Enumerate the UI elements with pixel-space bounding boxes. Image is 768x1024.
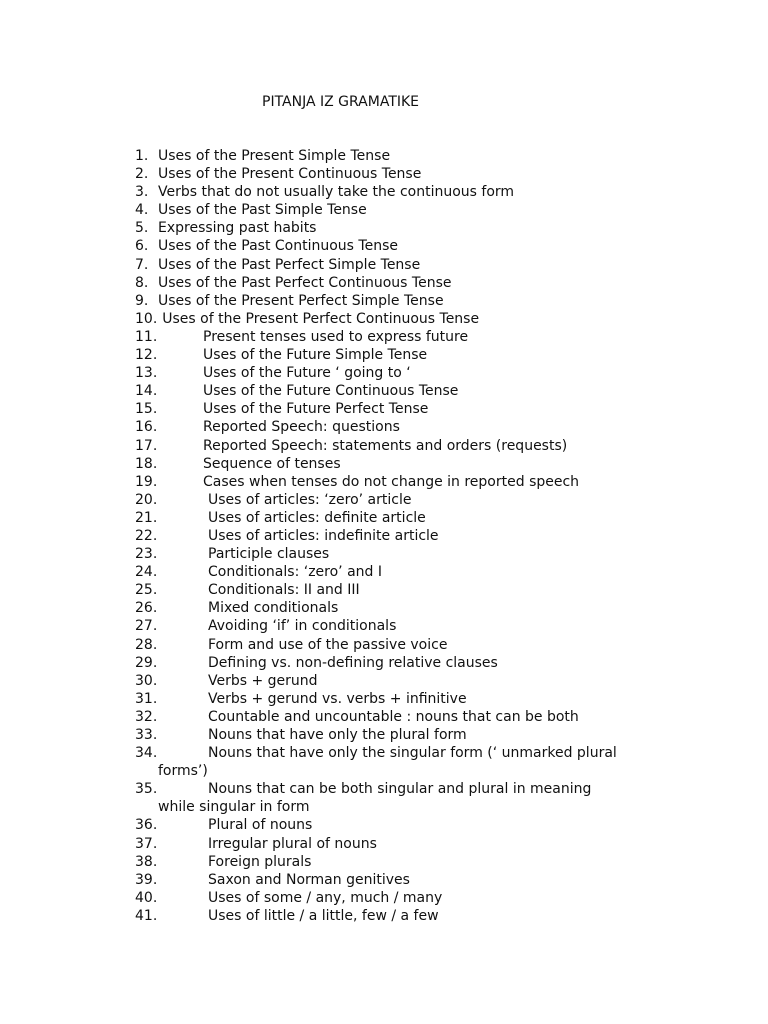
list-item-number: 23. [135,546,158,563]
list-item [135,418,655,436]
list-item-number: 8. [135,274,149,291]
list-item-text: Uses of the Present Perfect Continuous Tense [162,310,480,327]
list-item [135,726,655,744]
list-item-number: 27. [135,618,158,635]
list-item-text: Uses of some / any, much / many [208,889,443,906]
list-item-number: 41. [135,907,158,924]
list-item-text: Plural of nouns [208,817,313,834]
list-item-number: 15. [135,401,158,418]
list-item [135,437,655,455]
list-item-number: 25. [135,582,158,599]
list-item [135,527,655,545]
list-item-text: Sequence of tenses [203,455,341,472]
list-item [135,491,655,509]
list-item-number: 31. [135,690,158,707]
list-item [135,744,655,780]
list-item-number: 30. [135,672,158,689]
list-item [135,292,655,310]
list-item-text: Uses of the Past Continuous Tense [158,238,398,255]
list-item [135,274,655,292]
list-item-number: 33. [135,727,158,743]
list-item-text: Defining vs. non-defining relative clauses [208,654,498,671]
list-item-number: 36. [135,817,158,834]
list-item-number: 37. [135,835,158,852]
list-item-text: Uses of articles: indefinite article [208,527,439,544]
grammar-question-list [135,147,655,925]
list-item [135,201,655,219]
list-item-text: Foreign plurals [208,853,312,870]
list-item-text: Expressing past habits [158,220,317,237]
list-item-text: Conditionals: II and III [208,582,360,599]
list-item-number: 4. [135,202,149,219]
list-item-number: 11. [135,328,158,345]
list-item-text: Uses of the Past Simple Tense [158,202,367,219]
list-item-text: Uses of articles: definite article [208,509,426,526]
list-item-number: 10. [135,310,158,327]
list-item [135,690,655,708]
list-item-number: 13. [135,365,158,382]
list-item-text: Uses of articles: ‘zero’ article [208,491,412,508]
list-item-text: Uses of the Future Perfect Tense [203,401,429,418]
list-item [135,364,655,382]
list-item-text: Cases when tenses do not change in reported speech [203,473,580,490]
list-item [135,563,655,581]
list-item-number: 17. [135,437,158,454]
list-item-number: 18. [135,455,158,472]
list-item-text: Participle clauses [208,546,330,563]
list-item-text: Uses of little / a little, few / a few [208,907,439,924]
list-item-text: Uses of the Present Perfect Simple Tense [158,292,444,309]
list-item-number: 40. [135,889,158,906]
list-item-number: 14. [135,383,158,400]
list-item-text: Form and use of the passive voice [208,636,448,653]
list-item-text: Reported Speech: questions [203,419,400,436]
list-item [135,455,655,473]
list-item-number: 38. [135,853,158,870]
list-item-number: 7. [135,256,149,273]
list-item [135,708,655,726]
list-item-number: 22. [135,527,158,544]
list-item-number: 9. [135,292,149,309]
list-item-number: 1. [135,148,149,164]
list-item [135,672,655,690]
list-item-number: 2. [135,166,149,183]
list-item-number: 39. [135,871,158,888]
list-item-number: 21. [135,509,158,526]
list-item-number: 19. [135,473,158,490]
list-item-text: Uses of the Future Simple Tense [203,347,428,364]
list-item-number: 6. [135,238,149,255]
list-item-text: Avoiding ‘if’ in conditionals [208,618,397,635]
list-item [135,219,655,237]
list-item-number: 12. [135,347,158,364]
list-item-text: Countable and uncountable : nouns that can be both [208,708,579,725]
list-item [135,907,655,925]
list-item [135,165,655,183]
list-item-text: Uses of the Future Continuous Tense [203,383,459,400]
list-item [135,581,655,599]
list-item-number: 29. [135,654,158,671]
document-title: PITANJA IZ GRAMATIKE [262,94,420,110]
list-item-text: Uses of the Present Continuous Tense [158,166,422,183]
list-item-number: 35. [135,781,158,798]
list-item [135,835,655,853]
list-item [135,636,655,654]
list-item-text: Nouns that have only the plural form [208,727,467,743]
list-item-text: Conditionals: ‘zero’ and I [208,564,382,581]
list-item [135,509,655,527]
list-item-number: 28. [135,636,158,653]
list-item-text: Verbs + gerund vs. verbs + infinitive [208,690,467,707]
list-item-number: 26. [135,600,158,617]
list-item-text: Irregular plural of nouns [208,835,377,852]
list-item-number: 5. [135,220,149,237]
list-item-number: 16. [135,419,158,436]
list-item-text: Present tenses used to express future [203,328,469,345]
list-item [135,871,655,889]
list-item-number: 34. [135,745,158,762]
list-item [135,382,655,400]
list-item-number: 24. [135,564,158,581]
list-item-text: Verbs + gerund [208,672,318,689]
list-item-text: Nouns that have only the singular form (‘ unmarked plural [208,745,617,762]
list-item [135,654,655,672]
list-item-number: 3. [135,184,149,201]
list-item [135,310,655,328]
list-item [135,237,655,255]
list-item-text: Uses of the Present Simple Tense [158,148,391,164]
list-item [135,346,655,364]
list-item [135,853,655,871]
list-item-continuation: while singular in form [158,799,310,816]
list-item-continuation: forms’) [158,763,208,780]
list-item [135,256,655,274]
list-item-text: Reported Speech: statements and orders (requests) [203,437,568,454]
list-item [135,183,655,201]
list-item-text: Verbs that do not usually take the continuous form [158,184,515,201]
list-item-text: Uses of the Past Perfect Simple Tense [158,256,421,273]
list-item [135,780,655,816]
list-item [135,599,655,617]
list-item [135,889,655,907]
list-item [135,816,655,834]
list-item [135,328,655,346]
list-item [135,617,655,635]
list-item-number: 20. [135,491,158,508]
list-item-text: Uses of the Past Perfect Continuous Tense [158,274,452,291]
list-item [135,545,655,563]
list-item-text: Saxon and Norman genitives [208,871,410,888]
list-item [135,473,655,491]
list-item-text: Nouns that can be both singular and plural in meaning [208,781,592,798]
list-item-text: Mixed conditionals [208,600,339,617]
list-item-text: Uses of the Future ‘ going to ‘ [203,365,411,382]
list-item-number: 32. [135,708,158,725]
list-item [135,147,655,165]
list-item [135,400,655,418]
